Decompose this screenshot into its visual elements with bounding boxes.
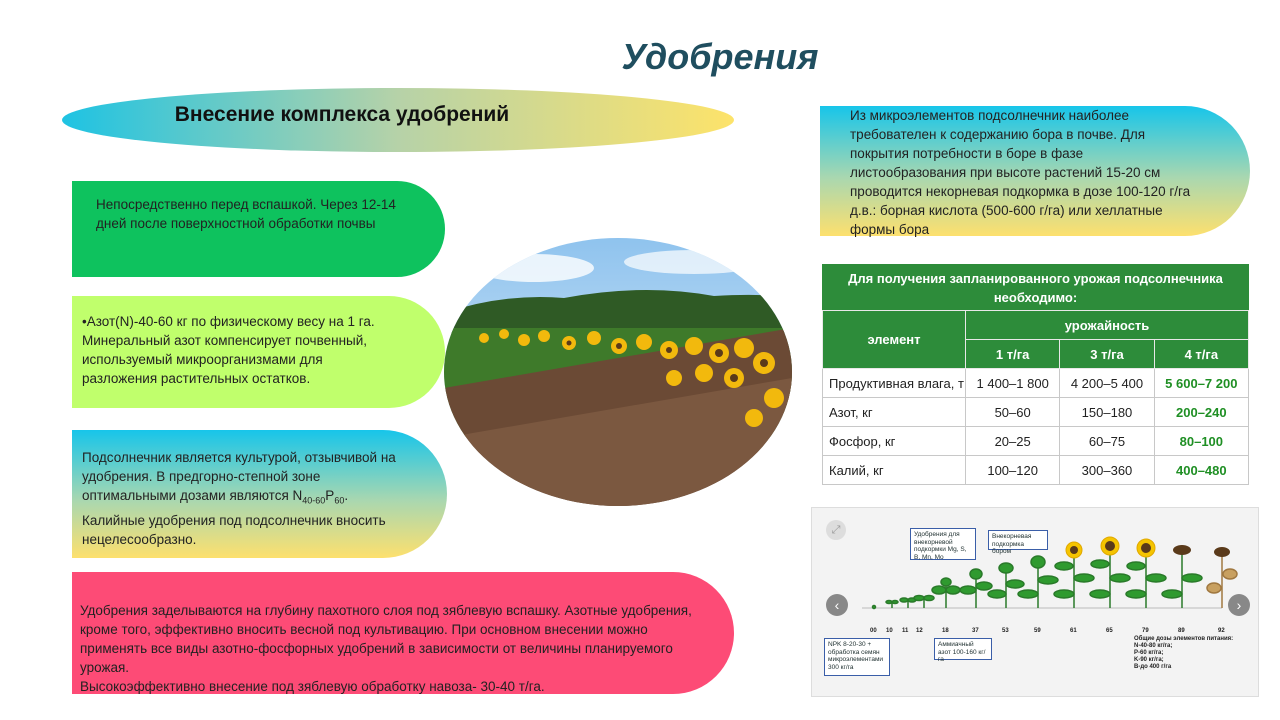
header-element: элемент <box>823 311 966 369</box>
bullet-icon: • <box>82 314 87 329</box>
boron-feeding-label: Внекорневая подкормка бором <box>988 530 1048 550</box>
card-boron-text: Из микроэлементов подсолнечник наиболее требователен к содержанию бора в почве. Для покрытия потребности в боре в фазе листообразования при высоте растений 15-20 см проводится некорневая подкормка в дозе 100-120 г/га д.в.: борная кислота (500-600 г/га) или хеллатные формы бора <box>850 108 1191 237</box>
card-doses-text-b: P <box>325 488 335 503</box>
stage-number: 59 <box>1034 628 1041 634</box>
card-timing <box>72 181 445 277</box>
row-value: 60–75 <box>1060 427 1154 456</box>
header-yield-3: 3 т/га <box>1060 340 1154 369</box>
foliar-fertilizer-label: Удобрения для внекорневой подкормки Mg, S, B, Mn, Mo <box>910 528 976 560</box>
row-value: 80–100 <box>1154 427 1248 456</box>
row-value: 400–480 <box>1154 456 1248 485</box>
card-application-text1: Удобрения заделываются на глубину пахотного слоя под зяблевую вспашку. Азотные удобрения, кроме того, эффективно вносить весной под культивацию. При основном внесении можно применять все виды азотно-фосфорных удобрений в зависимости от величины планируемого урожая. <box>80 603 692 675</box>
next-arrow-icon[interactable]: › <box>1228 594 1250 616</box>
table-row <box>823 369 1249 398</box>
row-element: Продуктивная влага, т <box>823 369 966 398</box>
row-element: Фосфор, кг <box>823 427 966 456</box>
row-value: 100–120 <box>966 456 1060 485</box>
ammonia-label: Аммиачный азот 100-160 кг/га <box>934 638 992 660</box>
doses-title: Общие дозы элементов питания: <box>1134 636 1234 642</box>
table-row <box>823 398 1249 427</box>
stage-number: 12 <box>916 628 923 634</box>
table-heading: Для получения запланированного урожая подсолнечника необходимо: <box>822 264 1249 310</box>
row-value: 150–180 <box>1060 398 1154 427</box>
row-value: 300–360 <box>1060 456 1154 485</box>
page-title: Удобрения <box>621 36 819 77</box>
dose-line: N-40-80 кг/га; <box>1134 643 1173 649</box>
card-application-text2: Высокоэффективно внесение под зяблевую обработку навоза- 30-40 т/га. <box>80 679 545 694</box>
stage-number: 37 <box>972 628 979 634</box>
growth-stages-diagram <box>811 507 1259 697</box>
prev-arrow-icon[interactable]: ‹ <box>826 594 848 616</box>
stage-number: 89 <box>1178 628 1185 634</box>
row-value: 50–60 <box>966 398 1060 427</box>
row-value: 200–240 <box>1154 398 1248 427</box>
card-doses <box>72 430 447 558</box>
card-boron <box>820 106 1250 236</box>
row-element: Азот, кг <box>823 398 966 427</box>
npk-label: NPK 8-20-30 + обработка семян микроэлементами 300 кг/га <box>824 638 890 676</box>
card-nitrogen-text: Азот(N)-40-60 кг по физическому весу на 1 га. Минеральный азот компенсирует почвенный, используемый микроорганизмами для разложения растительных остатков. <box>82 314 375 386</box>
card-doses-sub1: 40-60 <box>302 495 326 506</box>
stage-number: 79 <box>1142 628 1149 634</box>
yield-table <box>822 310 1249 485</box>
card-application <box>72 572 734 694</box>
row-value: 1 400–1 800 <box>966 369 1060 398</box>
row-value: 20–25 <box>966 427 1060 456</box>
header-yield-4: 4 т/га <box>1154 340 1248 369</box>
row-value: 5 600–7 200 <box>1154 369 1248 398</box>
row-element: Калий, кг <box>823 456 966 485</box>
sunflower-field-photo <box>444 238 792 506</box>
total-doses <box>1134 636 1244 671</box>
stage-number: 11 <box>902 628 909 634</box>
dose-line: K-90 кг/га; <box>1134 657 1164 663</box>
stage-number: 18 <box>942 628 949 634</box>
stage-number: 10 <box>886 628 893 634</box>
dose-line: P-60 кг/га; <box>1134 650 1164 656</box>
row-value: 4 200–5 400 <box>1060 369 1154 398</box>
expand-icon[interactable]: ⤢ <box>826 520 846 540</box>
stage-number: 92 <box>1218 628 1225 634</box>
stage-number: 00 <box>870 628 877 634</box>
card-timing-text: Непосредственно перед вспашкой. Через 12-14 дней после поверхностной обработки почвы <box>96 197 396 231</box>
dose-line: B-до 400 г/га <box>1134 664 1172 670</box>
card-nitrogen <box>72 296 445 408</box>
header-yield-1: 1 т/га <box>966 340 1060 369</box>
card-doses-sub2: 60 <box>334 495 345 506</box>
stage-number: 61 <box>1070 628 1077 634</box>
card-doses-text-a: Подсолнечник является культурой, отзывчивой на удобрения. В предгорно-степной зоне оптимальными дозами являются N <box>82 450 396 503</box>
table-row <box>823 456 1249 485</box>
card-doses-text-c: . Калийные удобрения под подсолнечник вносить нецелесообразно. <box>82 488 386 547</box>
subtitle: Внесение комплекса удобрений <box>174 103 510 126</box>
table-row <box>823 427 1249 456</box>
header-yield: урожайность <box>966 311 1249 340</box>
stage-number: 53 <box>1002 628 1009 634</box>
stage-number: 65 <box>1106 628 1113 634</box>
